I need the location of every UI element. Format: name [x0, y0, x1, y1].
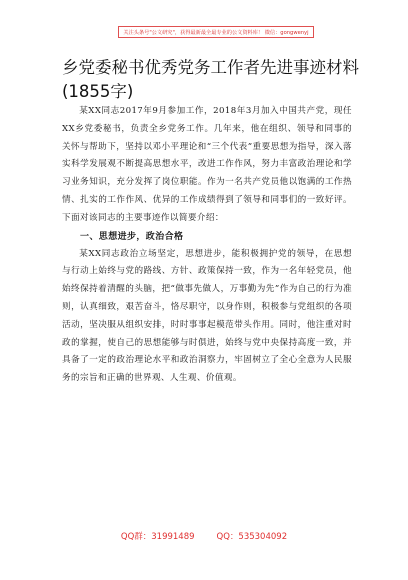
promo-banner-text: 关注头条号"公文研究"，获得最新最全最专业的公文资料库！ 微信：gongwenyj [123, 29, 309, 36]
document-title: 乡党委秘书优秀党务工作者先进事迹材料(1855字) [62, 58, 359, 101]
footer-qq: QQ：535304092 [216, 532, 288, 542]
footer-contact [0, 530, 408, 542]
footer-qq-group: QQ群：31991489 [120, 532, 195, 542]
section-heading: 一、思想进步，政治合格 [80, 231, 184, 242]
document-body [62, 103, 352, 388]
promo-banner [118, 26, 314, 38]
section-paragraph: 某XX同志政治立场坚定，思想进步，能积极拥护党的领导，在思想与行动上始终与党的路线、方针、政策保持一致，作为一名年轻党员，他始终保持着清醒的头脑，把“做事先做人，万事勤为先”作为自己的行为准则，认真细致，艰苦奋斗，恪尽职守，以身作则，积极参与党组织的各项活动，坚决服从组织安排，时时事事起模范带头作用。同时，他注重对时政的掌握，使自己的思想能够与时俱进，始终与党中央保持高度一致，并具备了一定的政治理论水平和政治洞察力，牢固树立了全心全意为人民服务的宗旨和正确的世界观、人生观、价值观。 [62, 248, 352, 384]
intro-paragraph: 某XX同志2017年9月参加工作，2018年3月加入中国共产党，现任XX乡党委秘书，负责全乡党务工作。几年来，他在组织、领导和同事的关怀与帮助下，坚持以邓小平理论和“三个代表”重要思想为指导，深入落实科学发展观不断提高思想水平，改进工作作风，努力丰富政治理论和学习业务知识，充分发挥了岗位职能。作为一名共产党员他以饱满的工作热情、扎实的工作作风、优异的工作成绩得到了领导和同事们的一致好评。下面对该同志的主要事迹作以简要介绍： [62, 106, 352, 223]
